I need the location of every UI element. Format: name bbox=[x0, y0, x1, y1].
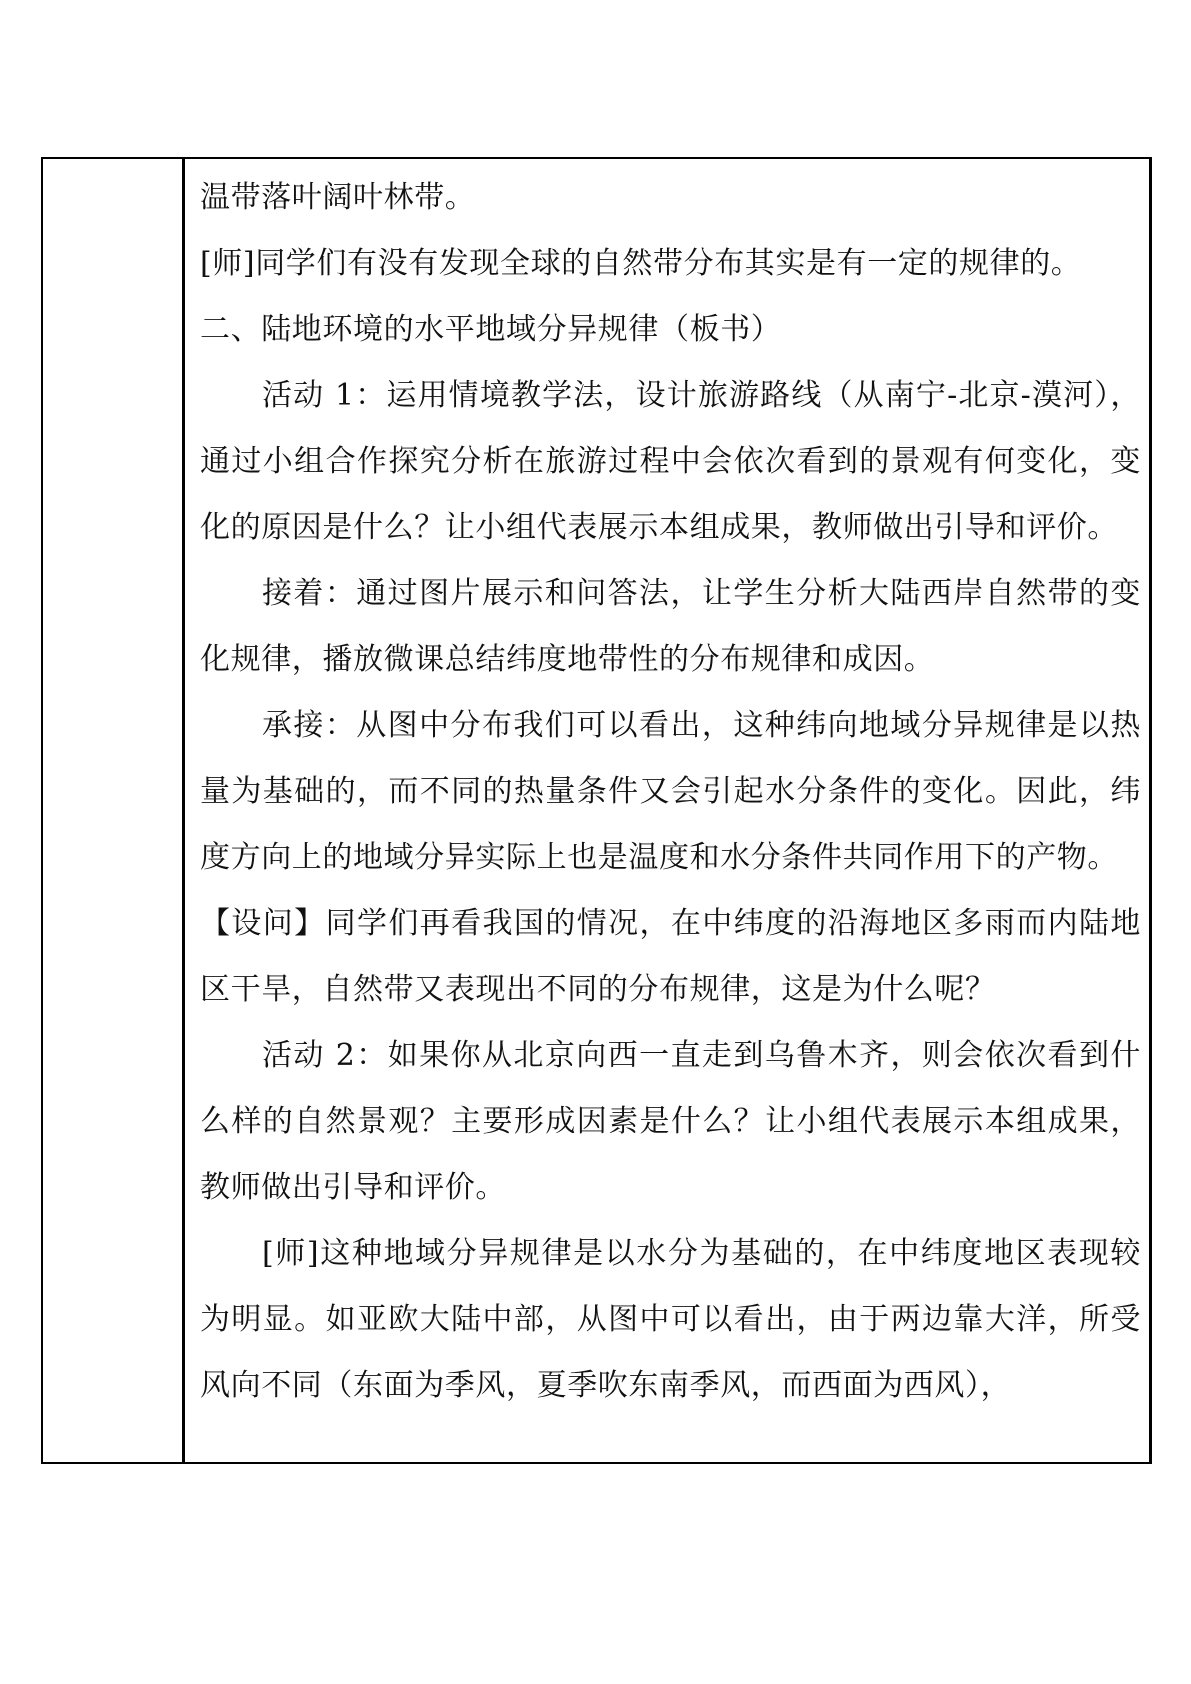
table-content-cell bbox=[188, 159, 1149, 1462]
paragraph-transition: 承接：从图中分布我们可以看出，这种纬向地域分异规律是以热量为基础的，而不同的热量条件又会引起水分条件的变化。因此，纬度方向上的地域分异实际上也是温度和水分条件共同作用下的产物。 bbox=[200, 708, 1141, 875]
table-left-column bbox=[43, 159, 185, 1462]
lesson-table bbox=[41, 157, 1152, 1464]
paragraph-next: 接着：通过图片展示和问答法，让学生分析大陆西岸自然带的变化规律，播放微课总结纬度地带性的分布规律和成因。 bbox=[200, 576, 1141, 677]
paragraph-1: 温带落叶阔叶林带。 bbox=[200, 180, 476, 215]
paragraph-question: 【设问】同学们再看我国的情况，在中纬度的沿海地区多雨而内陆地区干旱，自然带又表现出不同的分布规律，这是为什么呢？ bbox=[200, 906, 1141, 1007]
paragraph-activity-1: 活动 1：运用情境教学法，设计旅游路线（从南宁-北京-漠河），通过小组合作探究分析在旅游过程中会依次看到的景观有何变化，变化的原因是什么？让小组代表展示本组成果，教师做出引导和评价。 bbox=[200, 378, 1141, 545]
paragraph-activity-2: 活动 2：如果你从北京向西一直走到乌鲁木齐，则会依次看到什么样的自然景观？主要形成因素是什么？让小组代表展示本组成果，教师做出引导和评价。 bbox=[200, 1038, 1141, 1205]
section-heading: 二、陆地环境的水平地域分异规律（板书） bbox=[200, 312, 782, 347]
paragraph-teacher: [师]这种地域分异规律是以水分为基础的，在中纬度地区表现较为明显。如亚欧大陆中部，从图中可以看出，由于两边靠大洋，所受风向不同（东面为季风，夏季吹东南季风，而西面为西风）， bbox=[200, 1236, 1141, 1403]
paragraph-2: [师]同学们有没有发现全球的自然带分布其实是有一定的规律的。 bbox=[200, 246, 1082, 281]
